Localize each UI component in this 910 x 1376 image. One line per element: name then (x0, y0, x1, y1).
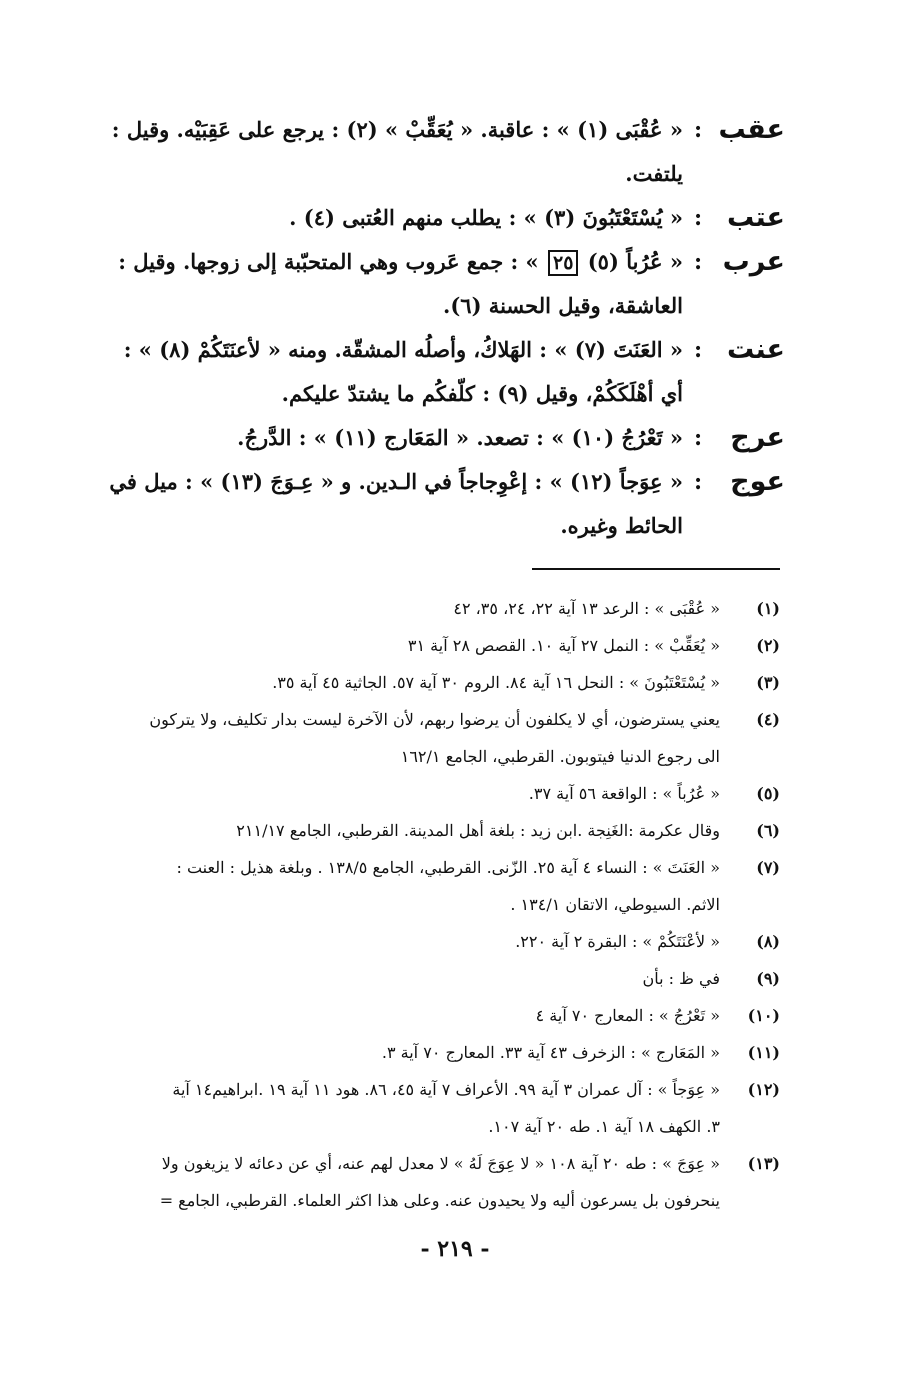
entry-root: عنت (726, 334, 785, 365)
footnote (100, 923, 780, 960)
entry-awaj (95, 460, 785, 548)
footnote-text (100, 997, 720, 1034)
footnote-number: (٦) (756, 821, 780, 840)
footnote (100, 960, 780, 997)
footnote-line: « يُسْتَعْتَبُونَ » : النحل ١٦ آية ٨٤. الروم ٣٠ آية ٥٧. الجاثية ٤٥ آية ٣٥. (272, 673, 720, 692)
entry-line: « عِوَجاً (١٢) » : إعْوِجاجاً في الـدين. و « عِـوَجَ (١٣) » : ميل في (109, 469, 683, 494)
footnote-text (100, 1034, 720, 1071)
footnote-line: « العَنَتَ » : النساء ٤ آية ٢٥. الزّنى. القرطبي، الجامع ١٣٨/٥ . وبلغة هذيل : العنت : (176, 858, 720, 877)
original-page-marker: ٢٥ (548, 250, 578, 276)
footnote (100, 701, 780, 775)
entry-body (95, 108, 683, 196)
footnote-line: « عُرُباً » : الواقعة ٥٦ آية ٣٧. (528, 784, 720, 803)
entry-root: عقب (718, 114, 785, 145)
footnote-number: (٧) (756, 858, 780, 877)
footnote-number: (٢) (756, 636, 780, 655)
entry-separator: : (693, 469, 703, 495)
footnote (100, 775, 780, 812)
footnote-text (100, 849, 720, 923)
footnote (100, 627, 780, 664)
footnote-line: « يُعَقِّبْ » : النمل ٢٧ آية ١٠. القصص ٢٨ آية ٣١ (407, 636, 720, 655)
footnote-number: (٨) (756, 932, 780, 951)
footnote-line: يعني يسترضون، أي لا يكلفون أن يرضوا ربهم، لأن الآخرة ليست بدار تكليف، ولا يتركون (149, 710, 720, 729)
footnote-text (100, 923, 720, 960)
entry-line: « يُسْتَعْتَبُونَ (٣) » : يطلب منهم العُتبى (٤) . (289, 205, 683, 230)
entry-aqab (95, 108, 785, 196)
footnote-text (100, 1071, 720, 1145)
footnote-number: (٤) (756, 710, 780, 729)
footnote-text (100, 1145, 720, 1219)
footnote-line: في ظ : بأن (642, 969, 720, 988)
footnote-number: (١٠) (747, 1006, 780, 1025)
entry-separator: : (693, 117, 703, 143)
entry-root: عرب (722, 246, 785, 277)
entry-root: عرج (730, 422, 785, 453)
entry-line: الحائط وغيره. (560, 513, 683, 538)
footnote (100, 997, 780, 1034)
footnote-line: وقال عكرمة :الغَنِجة .ابن زيد : بلغة أهل المدينة. القرطبي، الجامع ٢١١/١٧ (236, 821, 720, 840)
dictionary-entries (95, 108, 785, 548)
entry-line: « تَعْرُجُ (١٠) » : تصعد. « المَعَارج (١١) » : الدَّرجُ. (237, 425, 683, 450)
footnote-line: « المَعَارج » : الزخرف ٤٣ آية ٣٣. المعارج ٧٠ آية ٣. (381, 1043, 720, 1062)
entry-line: العاشقة، وقيل الحسنة (٦). (443, 293, 683, 318)
page-number: - ٢١٩ - (420, 1236, 490, 1262)
footnote-line: « لأعْنَتَكُمْ » : البقرة ٢ آية ٢٢٠. (515, 932, 720, 951)
footnote-text (100, 960, 720, 997)
footnote (100, 590, 780, 627)
entry-body (95, 328, 683, 416)
entry-body (95, 416, 683, 460)
footnote-text (100, 775, 720, 812)
footnote (100, 812, 780, 849)
footnote-number: (٥) (756, 784, 780, 803)
entry-separator: : (693, 425, 703, 451)
entry-separator: : (693, 249, 703, 275)
entry-body (95, 196, 683, 240)
entry-line: « عُقْبَى (١) » : عاقبة. « يُعَقِّبْ » (٢) : يرجع على عَقِبَيْه. وقيل : (111, 117, 683, 142)
entry-root: عتب (726, 202, 785, 233)
entry-separator: : (693, 337, 703, 363)
footnote (100, 1145, 780, 1219)
footnote-number: (٩) (756, 969, 780, 988)
footnote (100, 1034, 780, 1071)
footnote-text (100, 590, 720, 627)
entry-line (95, 240, 683, 284)
footnote-line: « عِوَجَ » : طه ٢٠ آية ١٠٨ « لا عِوَجَ لَهُ » لا معدل لهم عنه، أي عن دعائه لا يزيغون ولا (161, 1154, 720, 1173)
footnote-line: « تَعْرُجُ » : المعارج ٧٠ آية ٤ (535, 1006, 720, 1025)
footnote-number: (١٣) (747, 1154, 780, 1173)
footnote (100, 1071, 780, 1145)
entry-anat (95, 328, 785, 416)
entry-line: أي أهْلَكَكُمْ، وقيل (٩) : كلّفكُم ما يشتدّ عليكم. (281, 381, 683, 406)
entry-text: « عُرُباً (٥) (587, 249, 683, 274)
entry-line: يلتفت. (625, 161, 683, 186)
footnote-line: « عِوَجاً » : آل عمران ٣ آية ٩٩. الأعراف ٧ آية ٤٥، ٨٦. هود ١١ آية ١٩ .ابراهيم١٤ آية (172, 1080, 720, 1099)
entry-text: » : جمع عَروب وهي المتحبّبة إلى زوجها. وقيل : (118, 249, 539, 274)
entry-separator: : (693, 205, 703, 231)
footnote-number: (١١) (747, 1043, 780, 1062)
entry-araj (95, 416, 785, 460)
footnotes (100, 590, 780, 1219)
footnote-divider (532, 568, 780, 570)
footnote (100, 849, 780, 923)
footnote-line: « عُقْبَى » : الرعد ١٣ آية ٢٢، ٢٤، ٣٥، ٤٢ (453, 599, 720, 618)
entry-body (95, 460, 683, 548)
footnote-line: ينحرفون بل يسرعون أليه ولا يحيدون عنه. وعلى هذا اكثر العلماء. القرطبي، الجامع = (159, 1191, 720, 1210)
footnote-number: (٣) (756, 673, 780, 692)
entry-body (95, 240, 683, 328)
entry-line: « العَنَتَ (٧) » : الهَلاكُ، وأصلُه المشقّة. ومنه « لأعنَتَكُمْ (٨) » : (123, 337, 683, 362)
footnote-line: الى رجوع الدنيا فيتوبون. القرطبي، الجامع ١٦٢/١ (400, 747, 720, 766)
footnote-text (100, 701, 720, 775)
footnote-text (100, 664, 720, 701)
footnote-number: (١٢) (747, 1080, 780, 1099)
footnote-number: (١) (756, 599, 780, 618)
footnote (100, 664, 780, 701)
entry-atab (95, 196, 785, 240)
footnote-text (100, 812, 720, 849)
footnote-line: الاثم. السيوطي، الاتقان ١٣٤/١ . (510, 895, 720, 914)
entry-root: عوج (730, 466, 785, 497)
footnote-line: ٣. الكهف ١٨ آية ١. طه ٢٠ آية ١٠٧. (488, 1117, 720, 1136)
entry-arab (95, 240, 785, 328)
footnote-text (100, 627, 720, 664)
